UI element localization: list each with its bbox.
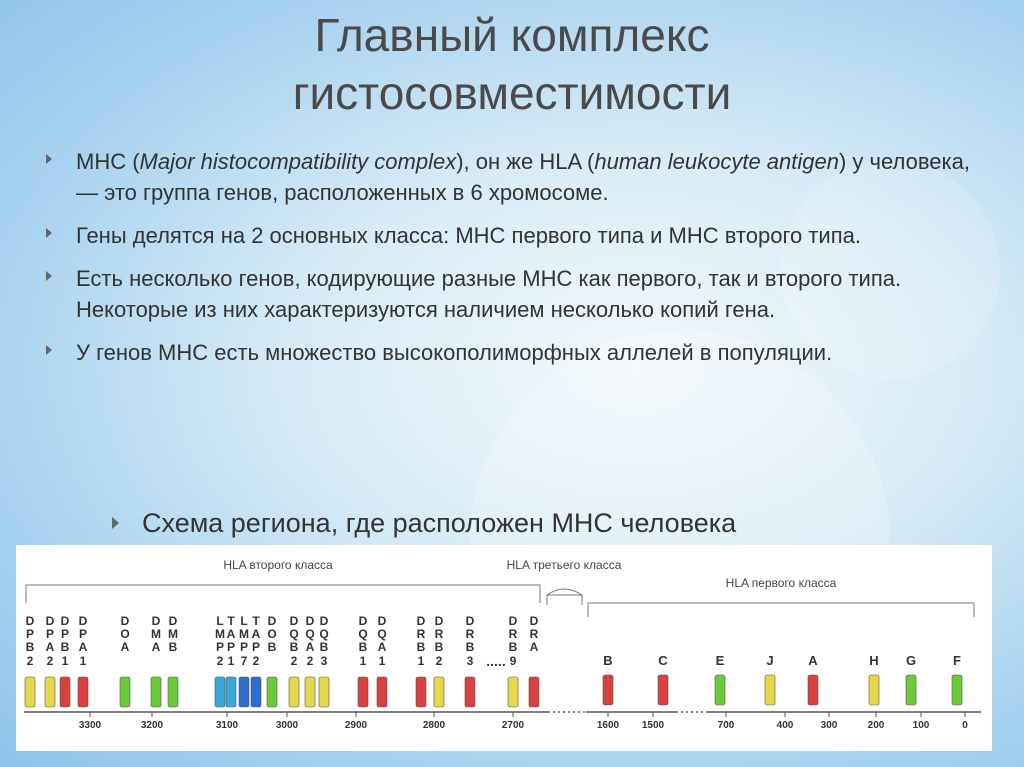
slide-title-line-1: Главный комплекс	[314, 9, 710, 61]
class2-gene-letter: P	[45, 627, 55, 641]
class2-gene-letter: 1	[79, 654, 87, 668]
class2-gene-letter: D	[25, 614, 35, 628]
class2-gene-letter: A	[377, 640, 387, 654]
class3-label: HLA третьего класса	[506, 558, 622, 572]
bullet-arrow-icon	[46, 228, 52, 238]
class2-gene-bar	[168, 677, 178, 707]
scale-label: 0	[962, 720, 968, 731]
bullet-item-classes	[44, 220, 974, 251]
class1-label: HLA первого класса	[725, 576, 837, 590]
bullet-text-emphasis: human leukocyte antigen	[594, 149, 839, 174]
class2-gene-letter: B	[358, 640, 368, 654]
class2-gene-letter: Q	[377, 627, 387, 641]
class1-gene-bar	[952, 675, 962, 705]
bullet-text-part: MHC (	[76, 149, 140, 174]
class3-bracket	[547, 595, 582, 605]
class2-gene-letter: 1	[359, 654, 367, 668]
class2-gene-letter: T	[252, 614, 260, 628]
scale-label: 3000	[275, 720, 299, 731]
class2-gene-letter: 9	[509, 654, 517, 668]
class2-gene-bar	[25, 677, 35, 707]
class2-gene-letter: B	[416, 640, 426, 654]
class2-gene-letter: D	[305, 614, 315, 628]
scale-label: 2700	[501, 720, 525, 731]
class2-gene-letter: Q	[289, 627, 299, 641]
class2-gene-letter: A	[305, 640, 315, 654]
class2-gene-letter: D	[45, 614, 55, 628]
class2-gene-bar	[529, 677, 539, 707]
class2-gene-letter: D	[529, 614, 539, 628]
class2-gene-letter: B	[508, 640, 518, 654]
class1-gene-label: C	[658, 653, 668, 668]
bullet-arrow-icon	[46, 345, 52, 355]
class2-gene-bar	[45, 677, 55, 707]
class2-gene-letter: 1	[417, 654, 425, 668]
bullet-text-part: ), он же HLA (	[456, 149, 595, 174]
class2-gene-letter: P	[60, 627, 70, 641]
class2-gene-bar	[226, 677, 236, 707]
class2-gene-letter: O	[267, 627, 277, 641]
class2-gene-bar	[434, 677, 444, 707]
class2-gene-letter: D	[319, 614, 329, 628]
class2-gene-letter: M	[151, 627, 161, 641]
bullet-text: Гены делятся на 2 основных класса: MHC первого типа и MHC второго типа.	[76, 223, 861, 248]
class2-gene-letter: 3	[466, 654, 474, 668]
bullet-text-part: ) у человека, — это группа генов, расположенных в 6 хромосоме.	[76, 149, 970, 205]
class2-gene-letter: Q	[305, 627, 315, 641]
class2-gene-letter: A	[251, 627, 261, 641]
class2-gene-letter: Q	[319, 627, 329, 641]
class2-gene-letter: O	[120, 627, 130, 641]
bullet-list	[44, 146, 974, 380]
class2-gene-letter: D	[358, 614, 368, 628]
class2-gene-bar	[358, 677, 368, 707]
scale-label: 3200	[140, 720, 164, 731]
bullet-text-emphasis: Major histocompatibility complex	[139, 149, 457, 174]
class2-gene-letter: 3	[320, 654, 328, 668]
class2-label: HLA второго класса	[223, 558, 333, 572]
scale-label: 300	[820, 720, 838, 731]
scale-label: 1600	[596, 720, 620, 731]
class2-gene-bar	[267, 677, 277, 707]
class2-gene-letter: M	[239, 627, 249, 641]
class2-gene-letter: 1	[378, 654, 386, 668]
class2-gene-letter: P	[215, 640, 225, 654]
bullet-arrow-icon	[112, 517, 119, 529]
class1-bracket	[588, 603, 974, 617]
class2-gene-letter: 1	[227, 654, 235, 668]
class2-gene-letter: P	[226, 640, 236, 654]
class2-gene-bar	[305, 677, 315, 707]
gene-ellipsis: .....	[486, 653, 506, 669]
bullet-item-gene-copies	[44, 263, 974, 325]
class2-gene-letter: 2	[46, 654, 54, 668]
class2-gene-letter: B	[319, 640, 329, 654]
class1-gene-label: F	[953, 653, 961, 668]
class2-gene-letter: 2	[290, 654, 298, 668]
class2-gene-letter: 2	[216, 654, 224, 668]
class2-gene-letter: L	[240, 614, 248, 628]
class2-gene-letter: D	[78, 614, 88, 628]
class1-gene-label: H	[869, 653, 879, 668]
class2-gene-bar	[289, 677, 299, 707]
class2-gene-letter: A	[226, 627, 236, 641]
class2-gene-letter: B	[60, 640, 70, 654]
class2-gene-letter: B	[289, 640, 299, 654]
slide-title-line-2: гистосовместимости	[292, 67, 732, 119]
class2-gene-bar	[151, 677, 161, 707]
slide-title	[0, 6, 1024, 122]
class1-gene-label: E	[715, 653, 725, 668]
class1-gene-label: G	[905, 653, 917, 668]
class2-gene-letter: D	[267, 614, 277, 628]
class2-gene-letter: A	[120, 640, 130, 654]
class2-gene-letter: D	[60, 614, 70, 628]
class2-gene-letter: R	[434, 627, 444, 641]
class2-gene-bar	[78, 677, 88, 707]
class2-gene-bar	[251, 677, 261, 707]
class2-gene-letter: D	[377, 614, 387, 628]
class2-gene-letter: A	[78, 640, 88, 654]
class2-gene-bar	[215, 677, 225, 707]
class2-bracket	[26, 585, 540, 603]
bullet-arrow-icon	[46, 154, 52, 164]
class2-gene-letter: Q	[358, 627, 368, 641]
class2-gene-letter: L	[216, 614, 224, 628]
scale-label: 2900	[344, 720, 368, 731]
class2-gene-letter: M	[215, 627, 225, 641]
class2-gene-letter: P	[78, 627, 88, 641]
scale-label: 400	[776, 720, 794, 731]
bullet-item-alleles	[44, 337, 974, 368]
scale-label: 100	[912, 720, 930, 731]
class2-gene-letter: 1	[61, 654, 69, 668]
class2-gene-letter: 7	[240, 654, 248, 668]
class2-gene-letter: 2	[306, 654, 314, 668]
class1-gene-bar	[869, 675, 879, 705]
class2-gene-letter: T	[227, 614, 235, 628]
class2-gene-letter: 2	[252, 654, 260, 668]
class2-gene-bar	[465, 677, 475, 707]
class2-gene-letter: B	[434, 640, 444, 654]
class1-gene-bar	[715, 675, 725, 705]
class2-gene-letter: R	[508, 627, 518, 641]
class2-gene-bar	[377, 677, 387, 707]
bullet-text: Есть несколько генов, кодирующие разные MHC как первого, так и второго типа. Некоторые из них характеризуются наличием несколько копий гена.	[76, 266, 902, 322]
diagram-subheading-text: Схема региона, где расположен MHC человека	[142, 508, 737, 538]
class2-gene-letter: D	[508, 614, 518, 628]
class2-gene-letter: R	[465, 627, 475, 641]
scale-label: 1500	[641, 720, 665, 731]
class1-gene-label: J	[766, 653, 774, 668]
class2-gene-bar	[319, 677, 329, 707]
class2-gene-letter: B	[168, 640, 178, 654]
mhc-region-diagram	[16, 545, 992, 751]
class2-gene-letter: M	[168, 627, 178, 641]
class1-gene-bar	[906, 675, 916, 705]
class2-gene-letter: A	[45, 640, 55, 654]
class2-gene-letter: R	[529, 627, 539, 641]
class2-gene-bar	[508, 677, 518, 707]
class2-gene-bar	[120, 677, 130, 707]
scale-label: 200	[867, 720, 885, 731]
class2-gene-letter: B	[465, 640, 475, 654]
class2-gene-letter: D	[289, 614, 299, 628]
class2-gene-letter: A	[529, 640, 539, 654]
class2-gene-bar	[60, 677, 70, 707]
class2-gene-letter: R	[416, 627, 426, 641]
class1-gene-bar	[603, 675, 613, 705]
class1-gene-bar	[808, 675, 818, 705]
mhc-region-svg	[16, 545, 992, 751]
bullet-text: У генов MHC есть множество высокополиморфных аллелей в популяции.	[76, 340, 833, 365]
class2-gene-letter: D	[416, 614, 426, 628]
class2-gene-letter: D	[168, 614, 178, 628]
scale-label: 2800	[422, 720, 446, 731]
class2-gene-letter: P	[239, 640, 249, 654]
class1-gene-bar	[658, 675, 668, 705]
class2-gene-letter: 2	[26, 654, 34, 668]
class2-gene-letter: P	[25, 627, 35, 641]
scale-label: 3300	[78, 720, 102, 731]
class2-gene-letter: D	[151, 614, 161, 628]
class2-gene-letter: D	[434, 614, 444, 628]
class1-gene-bar	[765, 675, 775, 705]
class1-gene-label: B	[603, 653, 613, 668]
bullet-arrow-icon	[46, 271, 52, 281]
scale-label: 700	[717, 720, 735, 731]
class2-gene-letter: 2	[435, 654, 443, 668]
class2-gene-letter: B	[25, 640, 35, 654]
class1-gene-label: A	[808, 653, 818, 668]
scale-label: 3100	[215, 720, 239, 731]
class3-bracket-arc	[547, 589, 582, 595]
class2-gene-letter: A	[151, 640, 161, 654]
class2-gene-bar	[239, 677, 249, 707]
class2-gene-letter: D	[120, 614, 130, 628]
class2-gene-bar	[416, 677, 426, 707]
class2-gene-letter: D	[465, 614, 475, 628]
class2-gene-letter: B	[267, 640, 277, 654]
bullet-item-mhc-definition	[44, 146, 974, 208]
class2-gene-letter: P	[251, 640, 261, 654]
diagram-subheading	[110, 505, 736, 541]
